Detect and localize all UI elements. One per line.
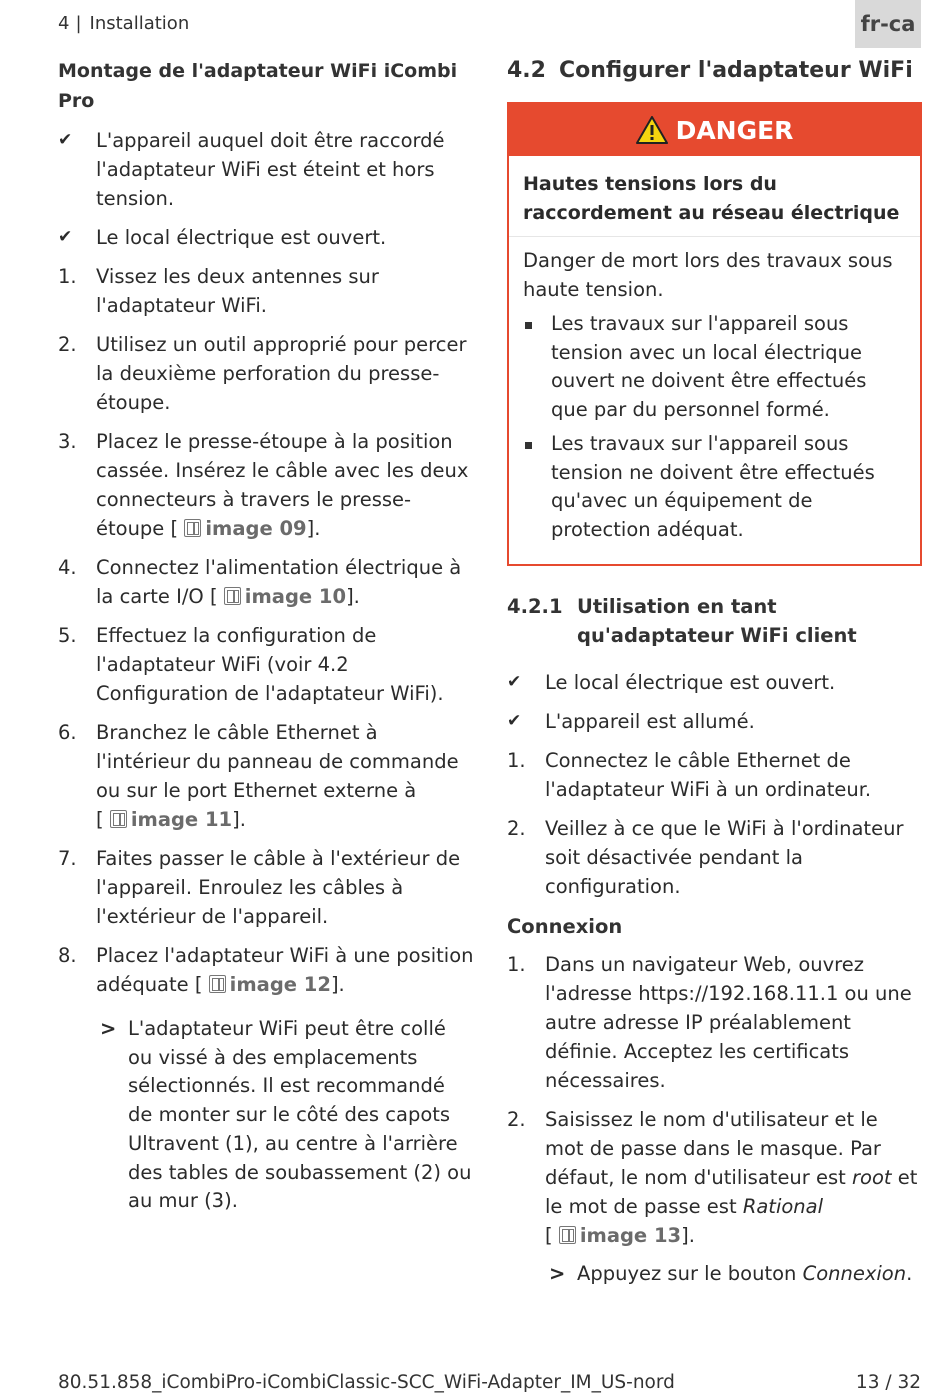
check-icon: ✔ [507,711,522,731]
footer-page-number: 13 / 32 [855,1372,921,1393]
page-header: 4 | Installation [58,13,190,34]
figure-reference-link[interactable]: [ image 11]. [96,808,246,831]
danger-intro: Danger de mort lors des travaux sous haute tension. [523,249,893,301]
danger-warning-box [507,102,922,566]
step-item: 2. Saisissez le nom d'utilisateur et le mot de passe dans le masque. Par défaut, le nom d'utilisateur est root et le mot de passe est Rational [ image 13]. [507,1108,918,1247]
danger-body [509,237,920,564]
left-column [58,56,474,1226]
chapter-number: 4 [58,13,70,34]
warning-triangle-icon [636,116,668,144]
figure-icon [110,810,127,828]
step-item: 7. Faites passer le câble à l'extérieur de l'appareil. Enroulez les câbles à l'extérieur de l'appareil. [58,847,461,928]
result-item: > Appuyez sur le bouton Connexion. [549,1262,913,1285]
step-item: 1. Dans un navigateur Web, ouvrez l'adresse https://192.168.11.1 ou une autre adresse IP préalablement définie. Acceptez les certificats nécessaires. [507,953,912,1092]
danger-label: DANGER [675,115,794,145]
figure-icon [184,519,201,537]
step-item: 3. Placez le presse-étoupe à la position cassée. Insérez le câble avec les deux connecteurs à travers le presse-étoupe [ image 09]. [58,430,469,540]
step-item: 4. Connectez l'alimentation électrique à la carte I/O [ image 10]. [58,556,462,608]
prereq-item: ✔ Le local électrique est ouvert. [58,223,474,252]
figure-reference-link[interactable]: [ image 12]. [194,973,345,996]
figure-icon [559,1226,576,1244]
right-column [507,56,922,1299]
danger-bullet: Les travaux sur l'appareil sous tension avec un local électrique ouvert ne doivent être effectués que par du personnel formé. [523,310,906,424]
mounting-heading: Montage de l'adaptateur WiFi iCombi Pro [58,60,458,112]
step-item: 2. Utilisez un outil approprié pour percer la deuxième perforation du presse-étoupe. [58,333,467,414]
connexion-heading: Connexion [507,915,623,938]
figure-reference-link[interactable]: [ image 10]. [209,585,360,608]
figure-icon [209,975,226,993]
danger-title: Hautes tensions lors du raccordement au réseau électrique [509,156,920,237]
language-badge: fr-ca [855,0,921,48]
step-item: 8. Placez l'adaptateur WiFi à une position adéquate [ image 12]. [58,944,474,996]
step-item: 1. Connectez le câble Ethernet de l'adaptateur WiFi à un ordinateur. [507,749,872,801]
prereq-item: ✔ L'appareil est allumé. [507,707,922,736]
step-item: 2. Veillez à ce que le WiFi à l'ordinateur soit désactivée pendant la configuration. [507,817,904,898]
step-item: 6. Branchez le câble Ethernet à l'intérieur du panneau de commande ou sur le port Ethernet externe à [ image 11]. [58,721,459,831]
danger-header [509,104,920,156]
chapter-title: Installation [89,13,190,34]
step-item: 5. Effectuez la configuration de l'adaptateur WiFi (voir 4.2 Configuration de l'adaptateur WiFi). [58,624,444,705]
check-icon: ✔ [58,227,73,247]
figure-icon [224,587,241,605]
section-heading: 4.2 Configurer l'adaptateur WiFi [507,58,913,83]
check-icon: ✔ [507,672,522,692]
figure-reference-link[interactable]: [ image 13]. [545,1224,695,1247]
step-item: 1. Vissez les deux antennes sur l'adaptateur WiFi. [58,265,379,317]
subsection-heading: 4.2.1 Utilisation en tant qu'adaptateur WiFi client [507,595,857,647]
result-item: > L'adaptateur WiFi peut être collé ou vissé à des emplacements sélectionnés. Il est recommandé de monter sur le côté des capots Ultravent (1), au centre à l'arrière des tables de soubassement (2) ou au mur (3). [100,1017,472,1213]
check-icon: ✔ [58,130,73,150]
figure-reference-link[interactable]: [ image 09]. [170,517,321,540]
prereq-item: ✔ L'appareil auquel doit être raccordé l'adaptateur WiFi est éteint et hors tension. [58,126,474,213]
danger-bullet: Les travaux sur l'appareil sous tension ne doivent être effectués qu'avec un équipement de protection adéquat. [523,430,906,544]
prereq-item: ✔ Le local électrique est ouvert. [507,668,922,697]
footer-doc-id: 80.51.858_iCombiPro-iCombiClassic-SCC_WiFi-Adapter_IM_US-nord [58,1372,675,1393]
